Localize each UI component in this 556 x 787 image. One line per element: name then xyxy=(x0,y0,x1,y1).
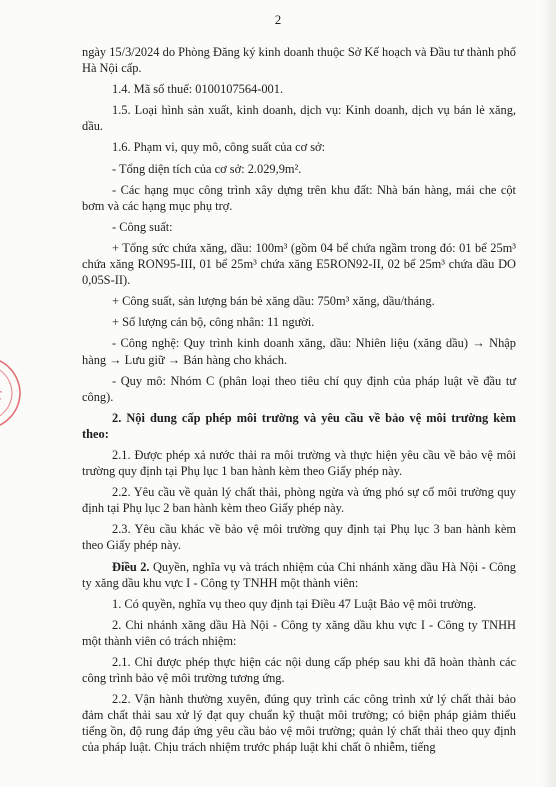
article-2-label: Điều 2. xyxy=(112,559,150,574)
paragraph-wastewater-permit: 2.1. Được phép xả nước thải ra môi trường và thực hiện yêu cầu về bảo vệ môi trường quy định tại Phụ lục 1 ban hành kèm theo Giấy phép này. xyxy=(82,447,516,479)
paragraph-sales-volume: + Công suất, sản lượng bán bẻ xăng dầu: 750m³ xăng, dầu/tháng. xyxy=(112,294,435,309)
paragraph-staff-count: + Số lượng cán bộ, công nhân: 11 người. xyxy=(112,315,315,330)
paragraph-waste-management: 2.2. Yêu cầu về quản lý chất thải, phòng ngừa và ứng phó sự cố môi trường quy định tại Phụ lục 2 ban hành kèm theo Giấy phép này. xyxy=(82,485,516,516)
paragraph-tax-code: 1.4. Mã số thuế: 0100107564-001. xyxy=(112,82,284,97)
paragraph-technology: - Công nghệ: Quy trình kinh doanh xăng, dầu: Nhiên liệu (xăng dầu) → Nhập hàng → Lưu giữ → Bán hàng cho khách. xyxy=(82,336,516,367)
red-seal-stamp-fragment xyxy=(0,352,22,434)
paragraph-other-requirements: 2.3. Yêu cầu khác về bảo vệ môi trường quy định tại Phụ lục 3 ban hành kèm theo Giấy phép này. xyxy=(82,522,516,553)
page-number: 2 xyxy=(274,12,282,27)
paragraph-capacity-heading: - Công suất: xyxy=(112,219,173,234)
paragraph-storage-capacity: + Tổng sức chứa xăng, dầu: 100m³ (gồm 04 bể chứa ngầm trong đó: 01 bể 25m³ chứa xăng RON95-III, 01 bể 25m³ chứa xăng E5RON92-II, 02 bể 25m³ chứa dầu DO 0,05S-II). xyxy=(82,240,516,288)
paragraph-rights-obligations: 1. Có quyền, nghĩa vụ theo quy định tại Điều 47 Luật Bảo vệ môi trường. xyxy=(112,596,477,611)
paragraph-continued-registration: ngày 15/3/2024 do Phòng Đăng ký kinh doanh thuộc Sở Kế hoạch và Đầu tư thành phố Hà Nội cấp. xyxy=(82,45,516,76)
paragraph-scope-heading: 1.6. Phạm vi, quy mô, công suất của cơ sở: xyxy=(112,140,326,155)
document-body xyxy=(82,44,516,761)
paragraph-project-group: - Quy mô: Nhóm C (phân loại theo tiêu chí quy định của pháp luật về đầu tư công). xyxy=(82,373,516,404)
paragraph-business-type: 1.5. Loại hình sản xuất, kinh doanh, dịch vụ: Kinh doanh, dịch vụ bán lẻ xăng, dầu. xyxy=(82,103,516,134)
paragraph-total-area: - Tổng diện tích của cơ sở: 2.029,9m². xyxy=(112,161,302,176)
paragraph-construction-items: - Các hạng mục công trình xây dựng trên khu đất: Nhà bán hàng, mái che cột bơm và các hạng mục phụ trợ. xyxy=(82,182,516,213)
article-2-paragraph xyxy=(82,559,516,591)
paragraph-operation-requirements: 2.2. Vận hành thường xuyên, đúng quy trình các công trình xử lý chất thải bảo đảm chất thải sau xử lý đạt quy chuẩn kỹ thuật môi trường; có biện pháp giảm thiểu tiếng ồn, độ rung đáp ứng yêu cầu bảo vệ môi trường; quản lý chất thải theo quy định của pháp luật. Chịu trách nhiệm trước pháp luật khi chất ô nhiễm, tiếng xyxy=(82,692,516,755)
page-edge-shadow xyxy=(542,0,556,787)
paragraph-responsibilities-heading: 2. Chi nhánh xăng dầu Hà Nội - Công ty xăng dầu khu vực I - Công ty TNHH một thành viên có trách nhiệm: xyxy=(82,617,516,648)
paragraph-implementation-condition: 2.1. Chỉ được phép thực hiện các nội dung cấp phép sau khi đã hoàn thành các công trình bảo vệ môi trường tương ứng. xyxy=(82,655,516,686)
section-heading-permit-content: 2. Nội dung cấp phép môi trường và yêu cầu về bảo vệ môi trường kèm theo: xyxy=(82,410,516,441)
article-2-text: Quyền, nghĩa vụ và trách nhiệm của Chi nhánh xăng dầu Hà Nội - Công ty xăng dầu khu vực I - Công ty TNHH một thành viên: xyxy=(82,559,516,590)
